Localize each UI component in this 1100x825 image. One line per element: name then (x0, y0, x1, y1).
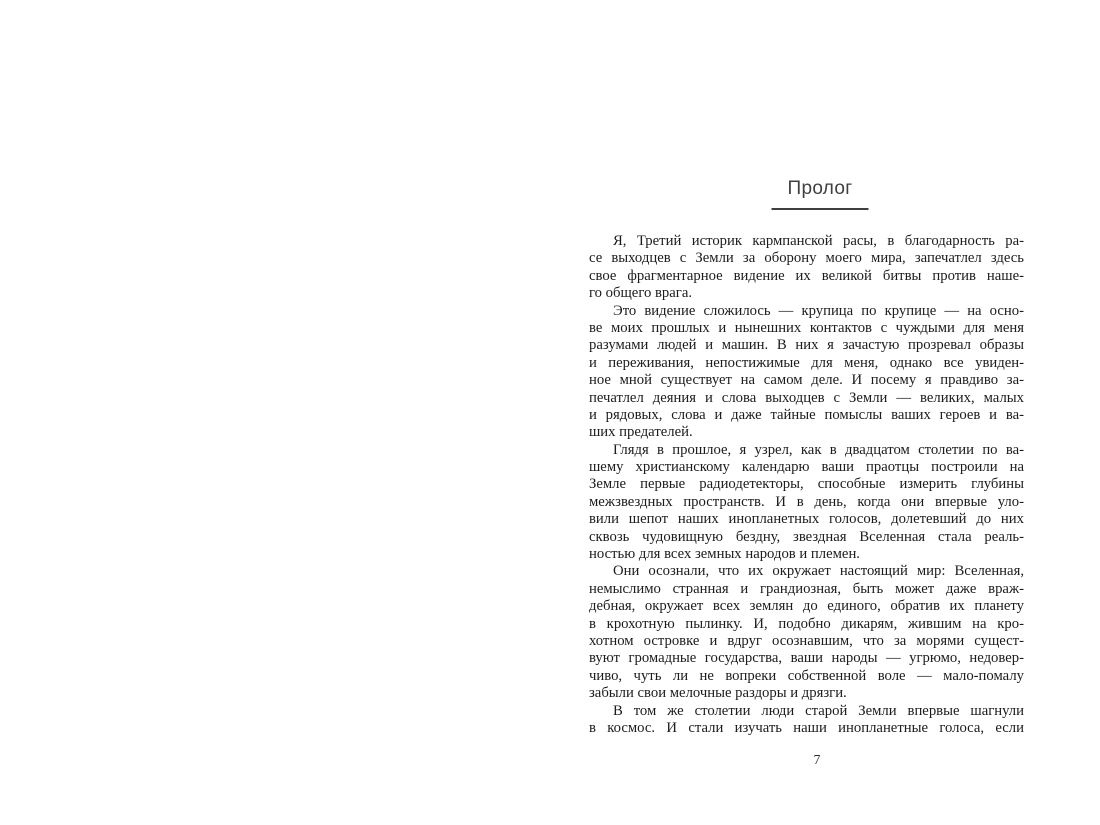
text-line: се выходцев с Земли за оборону моего мира, запечатлел здесь (589, 250, 1024, 267)
text-line: вуют громадные государства, ваши народы — угрюмо, недовер- (589, 650, 1024, 667)
text-line: и переживания, непостижимые для меня, однако все увиден- (589, 354, 1024, 371)
text-line: ве моих прошлых и нынешних контактов с чуждыми для меня (589, 319, 1024, 336)
text-line: дебная, окружает всех землян до единого, обратив их планету (589, 598, 1024, 615)
paragraph (589, 233, 1024, 303)
text-line: Я, Третий историк кармпанской расы, в благодарность ра- (613, 233, 1024, 249)
body-text (589, 233, 1024, 737)
text-line: Глядя в прошлое, я узрел, как в двадцатом столетии по ва- (613, 441, 1024, 458)
text-line: ное мной существует на самом деле. И посему я правдиво за- (589, 372, 1024, 389)
text-line: немыслимо странная и грандиозная, быть может даже враж- (589, 580, 1024, 597)
chapter-title: Пролог (787, 178, 853, 199)
text-line: шему христианскому календарю ваши праотцы построили на (589, 459, 1024, 476)
text-line: свое фрагментарное видение их великой битвы против наше- (589, 267, 1024, 284)
text-line: Земле первые радиодетекторы, способные измерить глубины (589, 476, 1024, 493)
text-line: печатлел деяния и слова выходцев с Земли — великих, малых (589, 389, 1024, 406)
text-line: в космос. И стали изучать наши инопланетные голоса, если (589, 719, 1024, 736)
page-number: 7 (813, 752, 821, 767)
text-line: межзвездных пространств. И в день, когда они впервые уло- (589, 493, 1024, 510)
text-line: и рядовых, слова и даже тайные помыслы ваших героев и ва- (589, 406, 1024, 423)
text-line: в крохотную пылинку. И, подобно дикарям, жившим на кро- (589, 615, 1024, 632)
text-line: Это видение сложилось — крупица по крупице — на осно- (613, 302, 1024, 319)
text-line: забыли свои мелочные раздоры и дрязги. (589, 685, 847, 702)
text-line: вили шепот наших инопланетных голосов, долетевший до них (589, 511, 1024, 528)
text-line: разумами людей и машин. В них я зачастую прозревал образы (589, 337, 1024, 354)
title-rule-divider (772, 208, 869, 210)
text-line: сквозь чудовищную бездну, звездная Вселенная стала реаль- (589, 528, 1024, 545)
text-line: ших предателей. (589, 424, 693, 441)
text-line: хотном островке и вдруг осознавшим, что за морями сущест- (589, 632, 1024, 649)
text-line: Они осознали, что их окружает настоящий мир: Вселенная, (613, 563, 1024, 580)
paragraph (589, 442, 1024, 564)
text-line: го общего врага. (589, 285, 693, 302)
text-line: чиво, чуть ли не вопреки собственной воле — мало-помалу (589, 667, 1024, 684)
paragraph (589, 563, 1024, 702)
text-line: В том же столетии люди старой Земли впервые шагнули (613, 702, 1024, 719)
paragraph (589, 303, 1024, 442)
text-line: ностью для всех земных народов и племен. (589, 546, 860, 563)
paragraph (589, 703, 1024, 738)
